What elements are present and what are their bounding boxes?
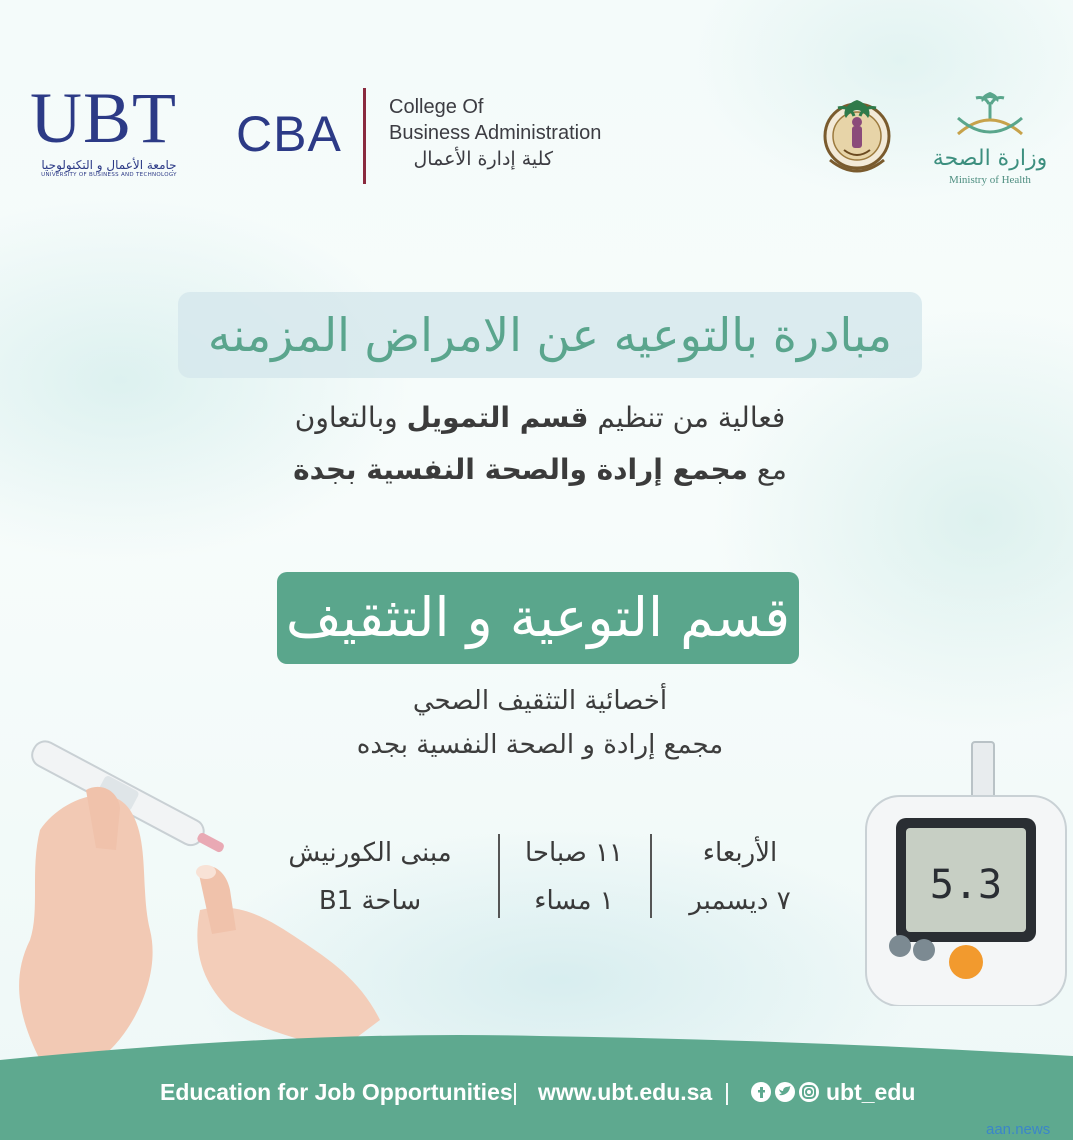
footer-slogan: Education for Job Opportunities: [160, 1079, 513, 1105]
cba-arabic: كلية إدارة الأعمال: [413, 148, 553, 170]
department-banner-text: قسم التوعية و التثقيف: [285, 586, 791, 649]
ubt-logo-english: UNIVERSITY OF BUSINESS AND TECHNOLOGY: [41, 172, 177, 178]
footer-separator: |: [512, 1079, 518, 1105]
partner-line: [150, 450, 930, 490]
cba-divider: [363, 88, 366, 184]
footer-social-handle[interactable]: ubt_edu: [826, 1079, 916, 1105]
event-time-end: ١ مساء: [534, 886, 614, 916]
ubt-logo-arabic: جامعة الأعمال و التكنولوجيا: [41, 158, 177, 172]
cba-abbr: CBA: [236, 106, 342, 162]
watermark: aan.news: [986, 1121, 1051, 1138]
event-day: الأربعاء: [702, 838, 778, 868]
organizer-department: قسم التمويل: [406, 401, 589, 434]
moh-logo: [928, 88, 1052, 192]
details-divider: [650, 834, 652, 918]
footer: [0, 1068, 1073, 1116]
partner-prefix: مع: [748, 453, 787, 486]
details-divider: [498, 834, 500, 918]
department-banner: [277, 572, 799, 664]
moh-english: Ministry of Health: [949, 174, 1031, 186]
moh-arabic: وزارة الصحة: [932, 146, 1048, 171]
headline: مبادرة بالتوعيه عن الامراض المزمنه: [207, 308, 893, 362]
footer-website-link[interactable]: www.ubt.edu.sa: [538, 1079, 713, 1105]
cba-line-1: College Of: [389, 96, 484, 118]
footer-separator: |: [724, 1079, 730, 1105]
partner-name: مجمع إرادة والصحة النفسية بجدة: [293, 453, 749, 486]
organizer-suffix: وبالتعاون: [294, 401, 407, 434]
social-icons: [750, 1081, 822, 1103]
ubt-logo: [28, 78, 196, 186]
organizer-prefix: فعالية من تنظيم: [588, 401, 786, 434]
organizer-line: [150, 398, 930, 438]
ubt-logo-letters: UBT: [30, 78, 177, 158]
twitter-icon[interactable]: [775, 1082, 795, 1102]
glucometer-reading: 5.3: [929, 862, 1003, 908]
moh-palm-swords-icon: [950, 88, 1030, 144]
event-building: مبنى الكورنيش: [288, 838, 452, 868]
event-date: ٧ ديسمبر: [689, 886, 791, 916]
instagram-icon[interactable]: [799, 1082, 819, 1102]
cba-line-2: Business Administration: [389, 122, 602, 144]
facebook-icon[interactable]: [751, 1082, 771, 1102]
irada-emblem-icon: [816, 90, 898, 184]
event-time-start: ١١ صباحا: [524, 838, 624, 868]
speaker-org: مجمع إرادة و الصحة النفسية بجده: [356, 730, 724, 760]
event-hall: ساحة B1: [318, 886, 422, 916]
glucometer-illustration: [852, 736, 1073, 1006]
speaker-role: أخصائية التثقيف الصحي: [412, 686, 668, 716]
